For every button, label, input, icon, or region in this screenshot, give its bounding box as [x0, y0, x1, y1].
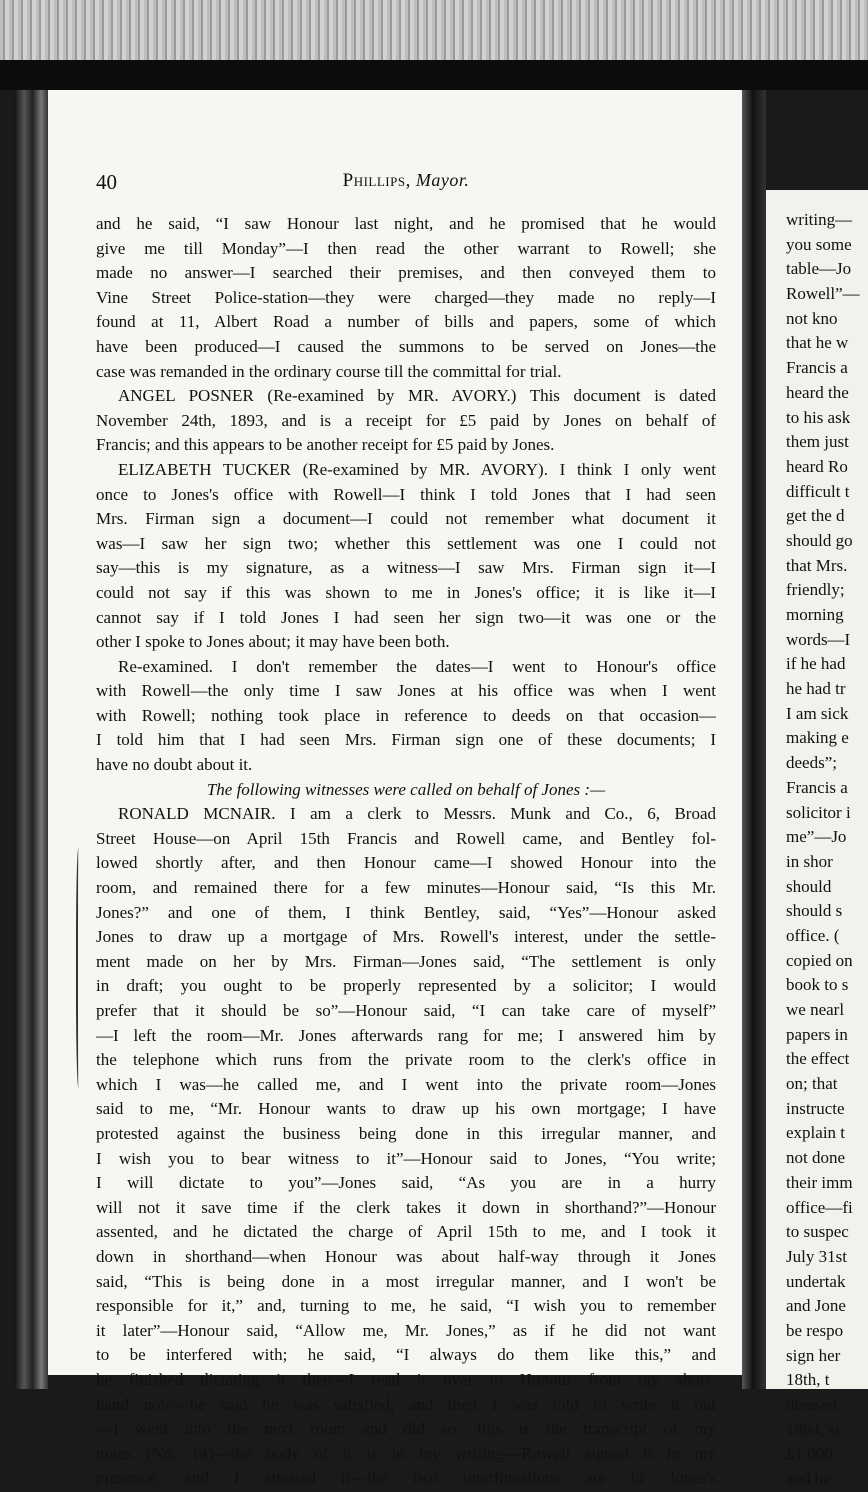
fragment-line: not kno — [786, 308, 838, 328]
text-line: will not it save time if the clerk takes it down in shorthand?”—Honour — [96, 1197, 716, 1217]
fragment-line: morning — [786, 605, 844, 624]
fragment-line: should go — [786, 530, 853, 550]
page-number: 40 — [96, 170, 117, 194]
text-line: Mrs. Firman sign a document—I could not remember what document it — [96, 509, 716, 529]
book-spine — [14, 90, 48, 1389]
text-line: Francis; and this appears to be another receipt for £5 paid by Jones. — [96, 435, 555, 455]
text-line: made no answer—I searched their premises, and then conveyed them to — [96, 263, 716, 283]
fragment-line: heard Ro — [786, 456, 848, 476]
fragment-line: dressed — [786, 1395, 837, 1414]
text-line: Re-examined. I don't remember the dates—I went to Honour's office — [118, 656, 716, 676]
text-line: hand note—he said he was satisfied, and then I was told to write it out — [96, 1394, 716, 1414]
text-line: case was remanded in the ordinary course till the committal for trial. — [96, 361, 562, 381]
fragment-line: on; that — [786, 1074, 838, 1094]
text-line: the telephone which runs from the private room to the clerk's office in — [96, 1050, 716, 1070]
fragment-line: book to s — [786, 975, 849, 995]
fragment-line: be respo — [786, 1320, 844, 1340]
text-line: —I went into the next room and did so; this is the transcript of my — [96, 1419, 716, 1439]
text-line: ANGEL POSNER (Re-examined by MR. AVORY.) This document is dated — [118, 386, 716, 406]
scan-dark-band — [0, 60, 868, 90]
fragment-line: friendly; — [786, 580, 845, 600]
fragment-line: difficult t — [786, 481, 850, 501]
text-line: ment made on her by Mrs. Firman—Jones said, “The settlement is only — [96, 951, 716, 971]
fragment-line: and be — [786, 1469, 831, 1489]
text-line: once to Jones's office with Rowell—I think I told Jones that I had seen — [96, 484, 716, 504]
fragment-line: that he w — [786, 333, 849, 353]
text-line: found at 11, Albert Road a number of bills and papers, some of which — [96, 312, 716, 332]
fragment-line: I am sick — [786, 703, 849, 723]
fragment-line: writing— — [786, 210, 853, 229]
text-line: could not say if this was shown to me in Jones's office; it is like it—I — [96, 582, 716, 602]
text-line: I wish you to bear witness to it”—Honour said to Jones, “You write; — [96, 1148, 716, 1168]
fragment-line: not done — [786, 1148, 846, 1168]
text-line: it later”—Honour said, “Allow me, Mr. Jones,” as if he did not want — [96, 1320, 716, 1340]
fragment-line: them just — [786, 432, 849, 452]
text-line: said to me, “Mr. Honour wants to draw up his own mortgage; I have — [96, 1099, 716, 1119]
page-header — [96, 170, 716, 196]
fragment-line: you some — [786, 234, 852, 254]
fragment-line: heard the — [786, 382, 849, 402]
text-line: RONALD MCNAIR. I am a clerk to Messrs. Munk and Co., 6, Broad — [118, 804, 716, 824]
fragment-line: July 31st — [786, 1246, 847, 1266]
text-line: was—I saw her sign two; whether this settlement was one I could not — [96, 533, 716, 553]
fragment-line: sign her — [786, 1345, 841, 1365]
fragment-line: office. ( — [786, 925, 840, 945]
text-line: he finished dictating it then—I read it over to Honour from my short- — [96, 1369, 716, 1389]
fragment-line: if he had — [786, 654, 846, 674]
text-line: said, “This is being done in a most irregular manner, and I won't be — [96, 1271, 716, 1291]
text-line: have no doubt about it. — [96, 755, 253, 775]
text-line: Vine Street Police-station—they were charged—they made no reply—I — [96, 287, 716, 307]
fragment-line: and Jone — [786, 1296, 846, 1316]
text-line: Street House—on April 15th Francis and Rowell came, and Bentley fol- — [96, 828, 716, 848]
fragment-line: in shor — [786, 851, 833, 871]
fragment-line: 18th, t — [786, 1370, 830, 1390]
fragment-line: Francis a — [786, 777, 848, 797]
fragment-line: instructe — [786, 1098, 845, 1118]
text-line: notes (No. 14)—the body of it is in my writing—Rowell signed it in my — [96, 1443, 716, 1463]
fragment-line: to suspec — [786, 1222, 849, 1242]
fragment-line: papers in — [786, 1024, 848, 1044]
fragment-line: the effect — [786, 1049, 850, 1069]
fragment-line: solicitor i — [786, 802, 851, 822]
text-line: in draft; you ought to be properly represented by a solicitor; I would — [96, 976, 716, 996]
text-line: say—this is my signature, as a witness—I saw Mrs. Firman sign it—I — [96, 558, 716, 578]
text-line: down in shorthand—when Honour was about half-way through it Jones — [96, 1246, 716, 1266]
text-line: with Rowell; nothing took place in reference to deeds on that occasion— — [96, 705, 716, 725]
left-page-text — [96, 212, 716, 1491]
text-line: have been produced—I caused the summons to be served on Jones—the — [96, 336, 716, 356]
fragment-line: copied on — [786, 950, 853, 970]
running-head-title: Mayor. — [415, 170, 470, 190]
text-line: give me till Monday”—I then read the other warrant to Rowell; she — [96, 238, 716, 258]
text-line: I told him that I had seen Mrs. Firman sign one of these documents; I — [96, 730, 716, 750]
fragment-line: explain t — [786, 1123, 846, 1143]
fragment-line: 1894, st — [786, 1419, 840, 1439]
fragment-line: that Mrs. — [786, 555, 848, 575]
text-line: room, and remained there for a few minutes—Honour said, “Is this Mr. — [96, 878, 716, 898]
fragment-line: should s — [786, 901, 843, 921]
fragment-line: words—I — [786, 629, 851, 649]
right-page-text — [786, 208, 868, 1492]
text-line: assented, and he dictated the charge of April 15th to me, and I took it — [96, 1222, 716, 1242]
text-line: Jones to draw up a mortgage of Mrs. Rowell's interest, under the settle- — [96, 927, 716, 947]
text-line: other I spoke to Jones about; it may have been both. — [96, 632, 450, 652]
fragment-line: get the d — [786, 506, 845, 526]
text-line: with Rowell—the only time I saw Jones at his office was when I went — [96, 681, 716, 701]
fragment-line: he had tr — [786, 679, 846, 699]
text-line: lowed shortly after, and then Honour came—I showed Honour into the — [96, 853, 716, 873]
margin-line-mark — [76, 848, 82, 1088]
fragment-line: Rowell”— — [786, 284, 860, 304]
text-line: cannot say if I told Jones I had seen her sign two—it was one or the — [96, 607, 716, 627]
text-line: which I was—he called me, and I went into the private room—Jones — [96, 1074, 716, 1094]
fragment-line: should — [786, 876, 832, 896]
text-line: Jones?” and one of them, I think Bentley, said, “Yes”—Honour asked — [96, 902, 716, 922]
text-line: —I left the room—Mr. Jones afterwards rang for me; I answered him by — [96, 1025, 716, 1045]
text-line: responsible for it,” and, turning to me, he said, “I wish you to remember — [96, 1296, 716, 1316]
scan-top-edge — [0, 0, 868, 60]
fragment-line: £1,000 — [786, 1444, 833, 1464]
fragment-line: their imm — [786, 1172, 853, 1192]
text-line: ELIZABETH TUCKER (Re-examined by MR. AVORY). I think I only went — [118, 459, 716, 479]
text-line: I will dictate to you”—Jones said, “As you are in a hurry — [96, 1173, 716, 1193]
fragment-line: Francis a — [786, 358, 848, 378]
fragment-line: deeds”; — [786, 753, 837, 773]
text-line: The following witnesses were called on behalf of Jones :— — [206, 779, 606, 799]
fragment-line: me”—Jo — [786, 827, 847, 847]
text-line: November 24th, 1893, and is a receipt for £5 paid by Jones on behalf of — [96, 410, 716, 430]
book-gutter — [742, 90, 766, 1389]
text-line: and he said, “I saw Honour last night, and he promised that he would — [96, 214, 716, 233]
running-head-name: Phillips, — [342, 170, 411, 191]
text-line: to be interfered with; he said, “I always do them like this,” and — [96, 1345, 716, 1365]
running-head — [96, 170, 716, 192]
fragment-line: making e — [786, 728, 849, 748]
text-line: prefer that it should be so”—Honour said, “I can take care of myself” — [96, 1001, 716, 1020]
fragment-line: we nearl — [786, 1000, 845, 1019]
fragment-line: undertak — [786, 1271, 846, 1291]
fragment-line: to his ask — [786, 407, 851, 427]
text-line: presence, and I attested it—the two interlineations are in Jones's — [96, 1468, 716, 1488]
text-line: protested against the business being done in this irregular manner, and — [96, 1123, 716, 1143]
fragment-line: office—fi — [786, 1197, 853, 1217]
fragment-line: table—Jo — [786, 259, 852, 279]
